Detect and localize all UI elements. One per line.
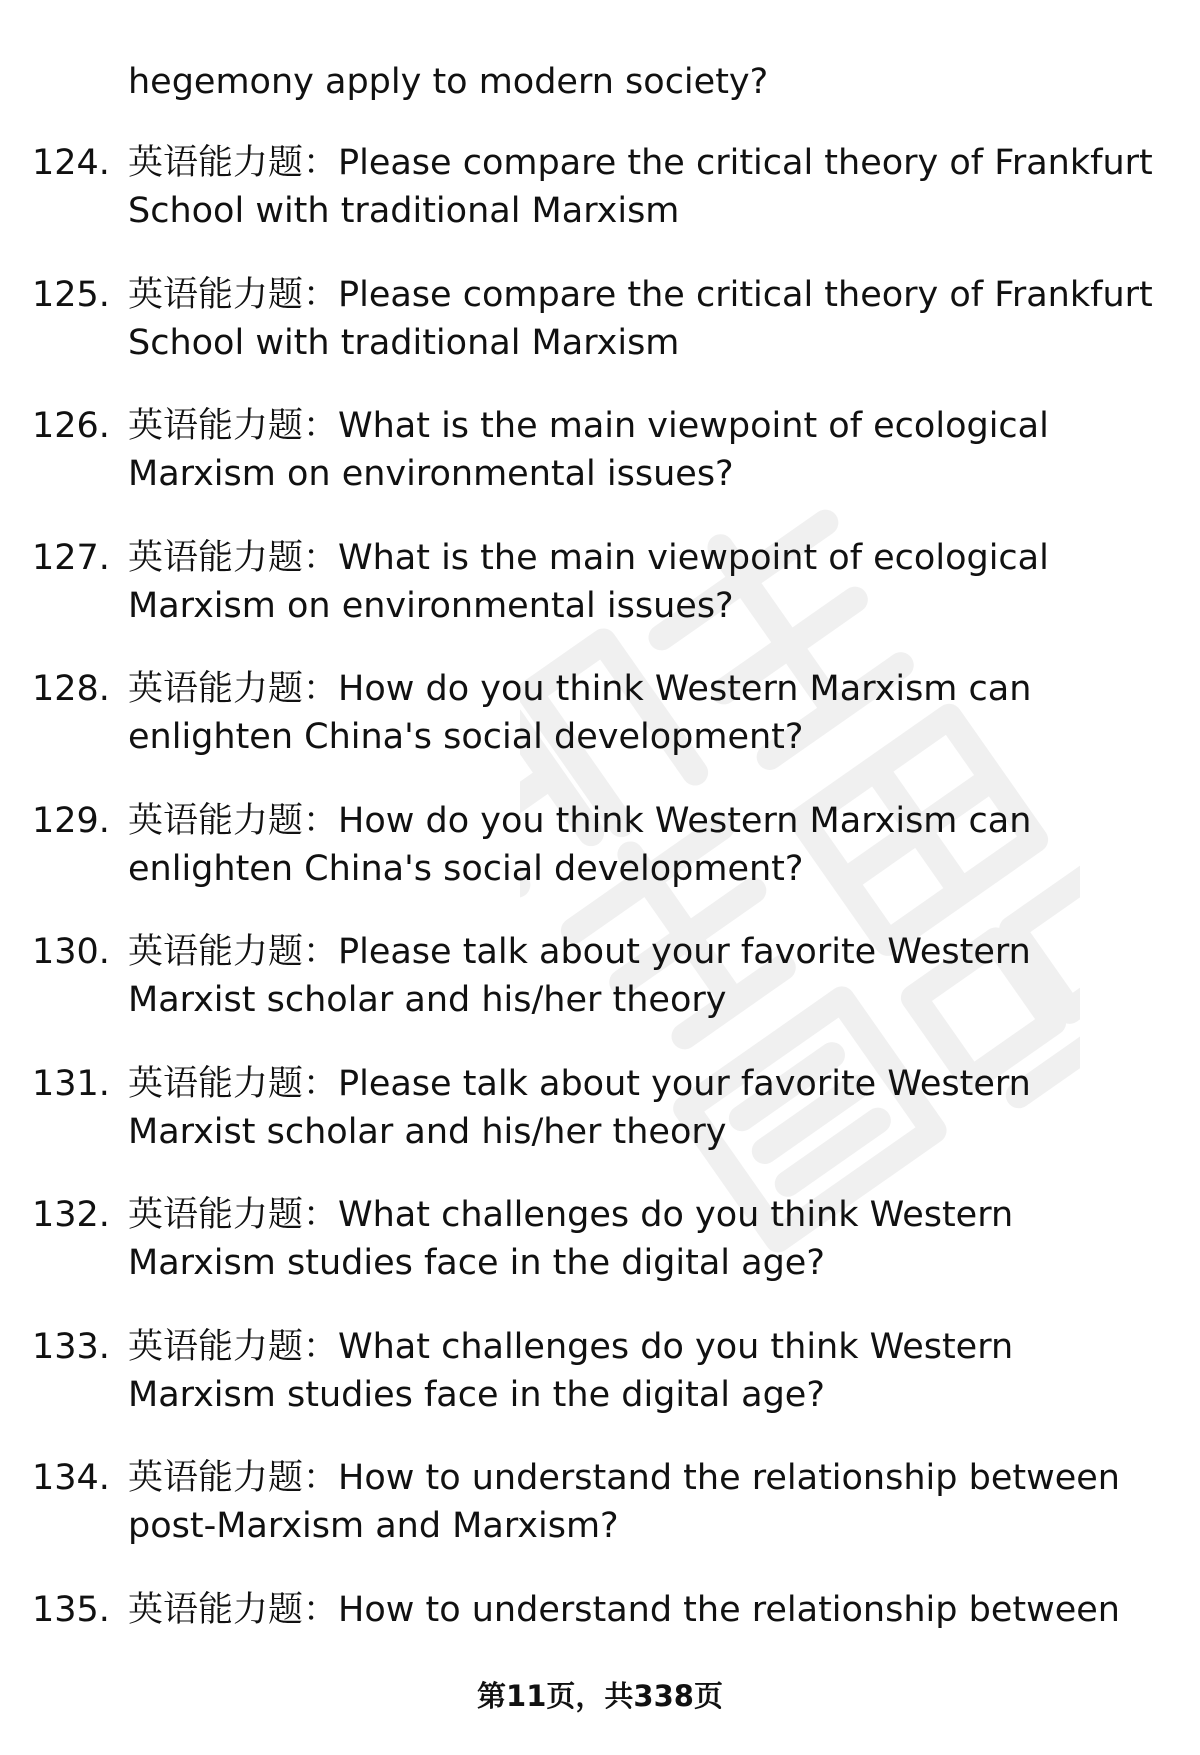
question-line: Marxism on environmental issues? — [128, 585, 734, 626]
question-line: 英语能力题：What is the main viewpoint of ecological — [128, 406, 1049, 446]
question-line: enlighten China's social development? — [128, 848, 804, 889]
question-text — [128, 1060, 1148, 1156]
question-text — [128, 1454, 1148, 1550]
question-text — [128, 928, 1148, 1024]
question-line: post-Marxism and Marxism? — [128, 1506, 619, 1546]
question-line: 英语能力题：Please compare the critical theory of Frankfurt — [128, 143, 1153, 183]
question-item — [0, 665, 1200, 797]
question-number: 126. — [32, 406, 110, 446]
question-line: 英语能力题：How do you think Western Marxism can — [128, 669, 1032, 709]
question-line: 英语能力题：How to understand the relationship between — [128, 1589, 1120, 1630]
question-number: 128. — [32, 669, 110, 709]
question-line: 英语能力题：How to understand the relationship between — [128, 1458, 1120, 1498]
question-number: 133. — [32, 1326, 110, 1367]
question-text — [128, 1191, 1148, 1287]
question-number: 129. — [32, 800, 110, 841]
question-line: Marxism on environmental issues? — [128, 454, 734, 494]
question-line: Marxist scholar and his/her theory — [128, 1111, 727, 1152]
question-number: 131. — [32, 1063, 110, 1104]
question-list — [0, 139, 1200, 1717]
question-line: School with traditional Marxism — [128, 322, 680, 363]
question-number: 135. — [32, 1589, 110, 1630]
question-text — [128, 271, 1153, 367]
question-item — [0, 1060, 1200, 1192]
question-line: 英语能力题：What is the main viewpoint of ecological — [128, 537, 1049, 578]
question-line: Marxism studies face in the digital age? — [128, 1374, 825, 1415]
question-item — [0, 1454, 1200, 1586]
continuation-text: hegemony apply to modern society? — [128, 62, 769, 102]
question-line: School with traditional Marxism — [128, 191, 680, 231]
question-item — [0, 139, 1200, 271]
question-line: 英语能力题：How do you think Western Marxism can — [128, 800, 1032, 841]
question-number: 124. — [32, 143, 110, 183]
question-line: Marxist scholar and his/her theory — [128, 980, 727, 1020]
question-text — [128, 665, 1148, 761]
question-line: 英语能力题：Please talk about your favorite Western — [128, 932, 1031, 972]
question-number: 130. — [32, 932, 110, 972]
question-text — [128, 534, 1148, 630]
question-item — [0, 797, 1200, 929]
question-line: enlighten China's social development? — [128, 717, 804, 757]
question-item — [0, 1191, 1200, 1323]
question-item — [0, 271, 1200, 403]
question-line: Marxism studies face in the digital age? — [128, 1243, 825, 1283]
question-line: 英语能力题：Please talk about your favorite Western — [128, 1063, 1031, 1104]
question-text — [128, 1586, 1148, 1634]
question-item — [0, 534, 1200, 666]
question-item — [0, 1323, 1200, 1455]
question-number: 125. — [32, 274, 110, 315]
question-item — [0, 928, 1200, 1060]
question-text — [128, 1323, 1148, 1419]
question-line: 英语能力题：What challenges do you think Western — [128, 1326, 1014, 1367]
question-item — [0, 402, 1200, 534]
question-number: 127. — [32, 537, 110, 578]
question-line: 英语能力题：What challenges do you think Western — [128, 1195, 1014, 1235]
question-text — [128, 139, 1153, 235]
question-text — [128, 402, 1148, 498]
page-footer: 第11页，共338页 — [477, 1679, 723, 1713]
question-text — [128, 797, 1148, 893]
question-number: 134. — [32, 1458, 110, 1498]
question-number: 132. — [32, 1195, 110, 1235]
question-line: 英语能力题：Please compare the critical theory of Frankfurt — [128, 274, 1153, 315]
